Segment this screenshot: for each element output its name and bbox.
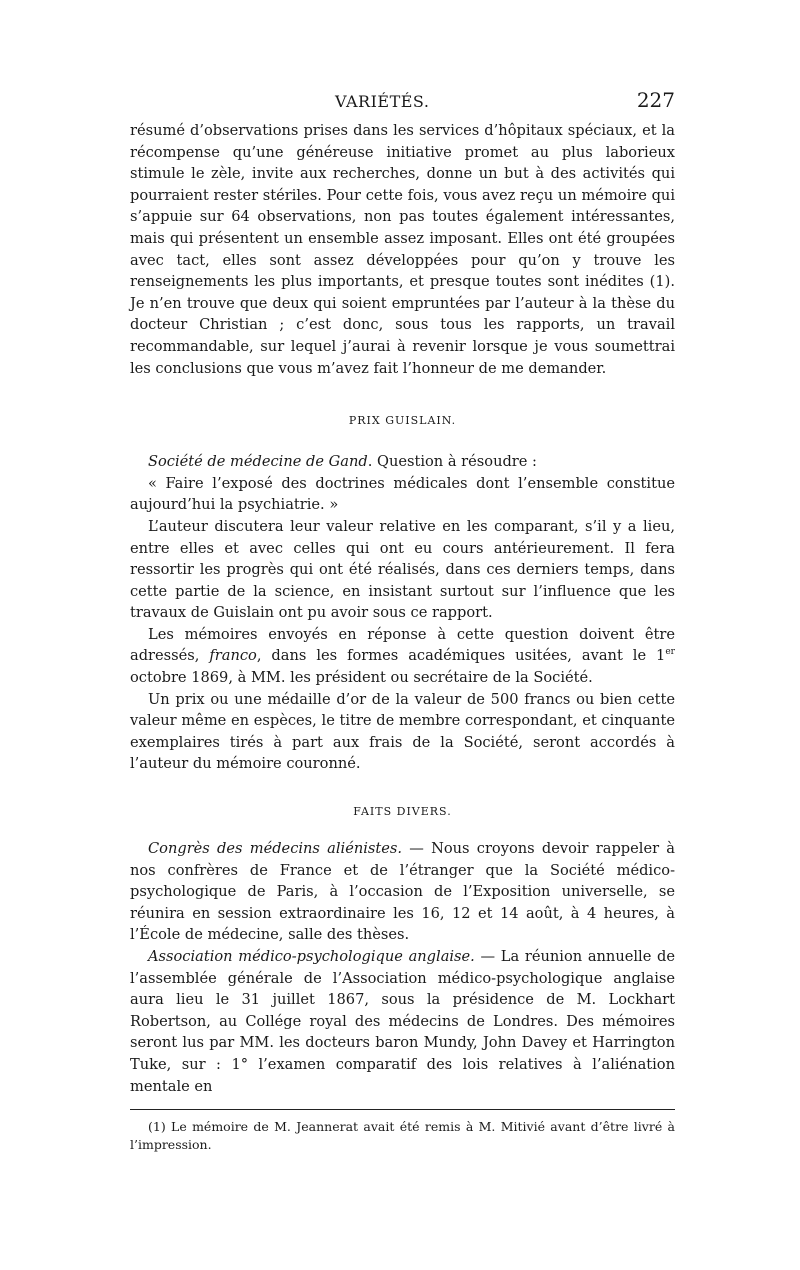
congres-title: Congrès des médecins aliénistes. (148, 840, 403, 858)
running-head (130, 88, 675, 120)
association-text: — La réunion annuelle de l’assemblée générale de l’Association médico-psychologique anglaise aura lieu le 31 juillet 1867, sous la présidence de M. Lockhart Robertson, au Collége royal des médecins de Londres. Des mémoires seront lus par MM. les docteurs baron Mundy, John Davey et Harrington Tuke, sur : 1° l’examen comparatif des lois relatives à l’aliénation mentale en (130, 948, 675, 1095)
question-lead-text: . Question à résoudre : (367, 453, 537, 471)
prix-guislain-heading: PRIX GUISLAIN. (348, 414, 457, 428)
intro-paragraph: résumé d’observations prises dans les services d’hôpitaux spéciaux, et la récompense qu’une généreuse initiative promet au plus laborieux stimule le zèle, invite aux recherches, donne un but à des activités qui pourraient rester stériles. Pour cette fois, vous avez reçu un mémoire qui s’appuie sur 64 observations, non pas toutes également intéressantes, mais qui présentent un ensemble assez imposant. Elles ont été groupées avec tact, elles sont assez développées pour qu’on y trouve les renseignements les plus importants, et presque toutes sont inédites (1). Je n’en trouve que deux qui soient empruntées par l’auteur à la thèse du docteur Christian ; c’est donc, sous tous les rapports, un travail recommandable, sur lequel j’aurai à revenir lorsque je vous soumettrai les conclusions que vous m’avez fait l’honneur de me demander. (130, 122, 675, 377)
faits-divers-heading: FAITS DIVERS. (353, 805, 452, 819)
running-title: VARIÉTÉS. (335, 92, 430, 111)
prix-paragraph-2 (130, 624, 675, 689)
page-number: 227 (636, 88, 675, 112)
prix-question-lead (130, 451, 675, 473)
franco-word: franco (209, 647, 257, 665)
prix-paragraph-2-a: Les mémoires envoyés en réponse à cette question doivent être adressés, (130, 625, 675, 665)
association-paragraph (130, 946, 675, 1097)
prix-paragraph-2-b: , dans les formes académiques usitées, avant le 1 (256, 647, 666, 665)
page (130, 88, 675, 1154)
prix-paragraph-1: L’auteur discutera leur valeur relative en les comparant, s’il y a lieu, entre elles et avec celles qui ont eu cours antérieurement. Il fera ressortir les progrès qui ont été réalisés, dans ces derniers temps, dans cette partie de la science, en insistant surtout sur l’influence que les travaux de Guislain ont pu avoir sous ce rapport. (130, 517, 675, 622)
footnote-rule (130, 1109, 675, 1110)
footnote: (1) Le mémoire de M. Jeannerat avait été remis à M. Mitivié avant d’être livré à l’impression. (130, 1119, 675, 1153)
society-name: Société de médecine de Gand (148, 453, 368, 471)
congres-paragraph (130, 838, 675, 946)
congres-text: — Nous croyons devoir rappeler à nos confrères de France et de l’étranger que la Société médico-psychologique de Paris, à l’occasion de l’Exposition universelle, se réunira en session extraordinaire les 16, 12 et 14 août, à 4 heures, à l’École de médecine, salle des thèses. (130, 840, 675, 944)
prix-paragraph-3: Un prix ou une médaille d’or de la valeur de 500 francs ou bien cette valeur même en espèces, le titre de membre correspondant, et cinquante exemplaires tirés à part aux frais de la Société, seront accordés à l’auteur du mémoire couronné. (130, 690, 675, 773)
prix-paragraph-2-c: octobre 1869, à MM. les président ou secrétaire de la Société. (130, 669, 593, 687)
ordinal-superscript: er (665, 647, 675, 658)
prix-question: « Faire l’exposé des doctrines médicales dont l’ensemble constitue aujourd’hui la psychiatrie. » (130, 474, 675, 514)
association-title: Association médico-psychologique anglaise. (148, 948, 475, 965)
